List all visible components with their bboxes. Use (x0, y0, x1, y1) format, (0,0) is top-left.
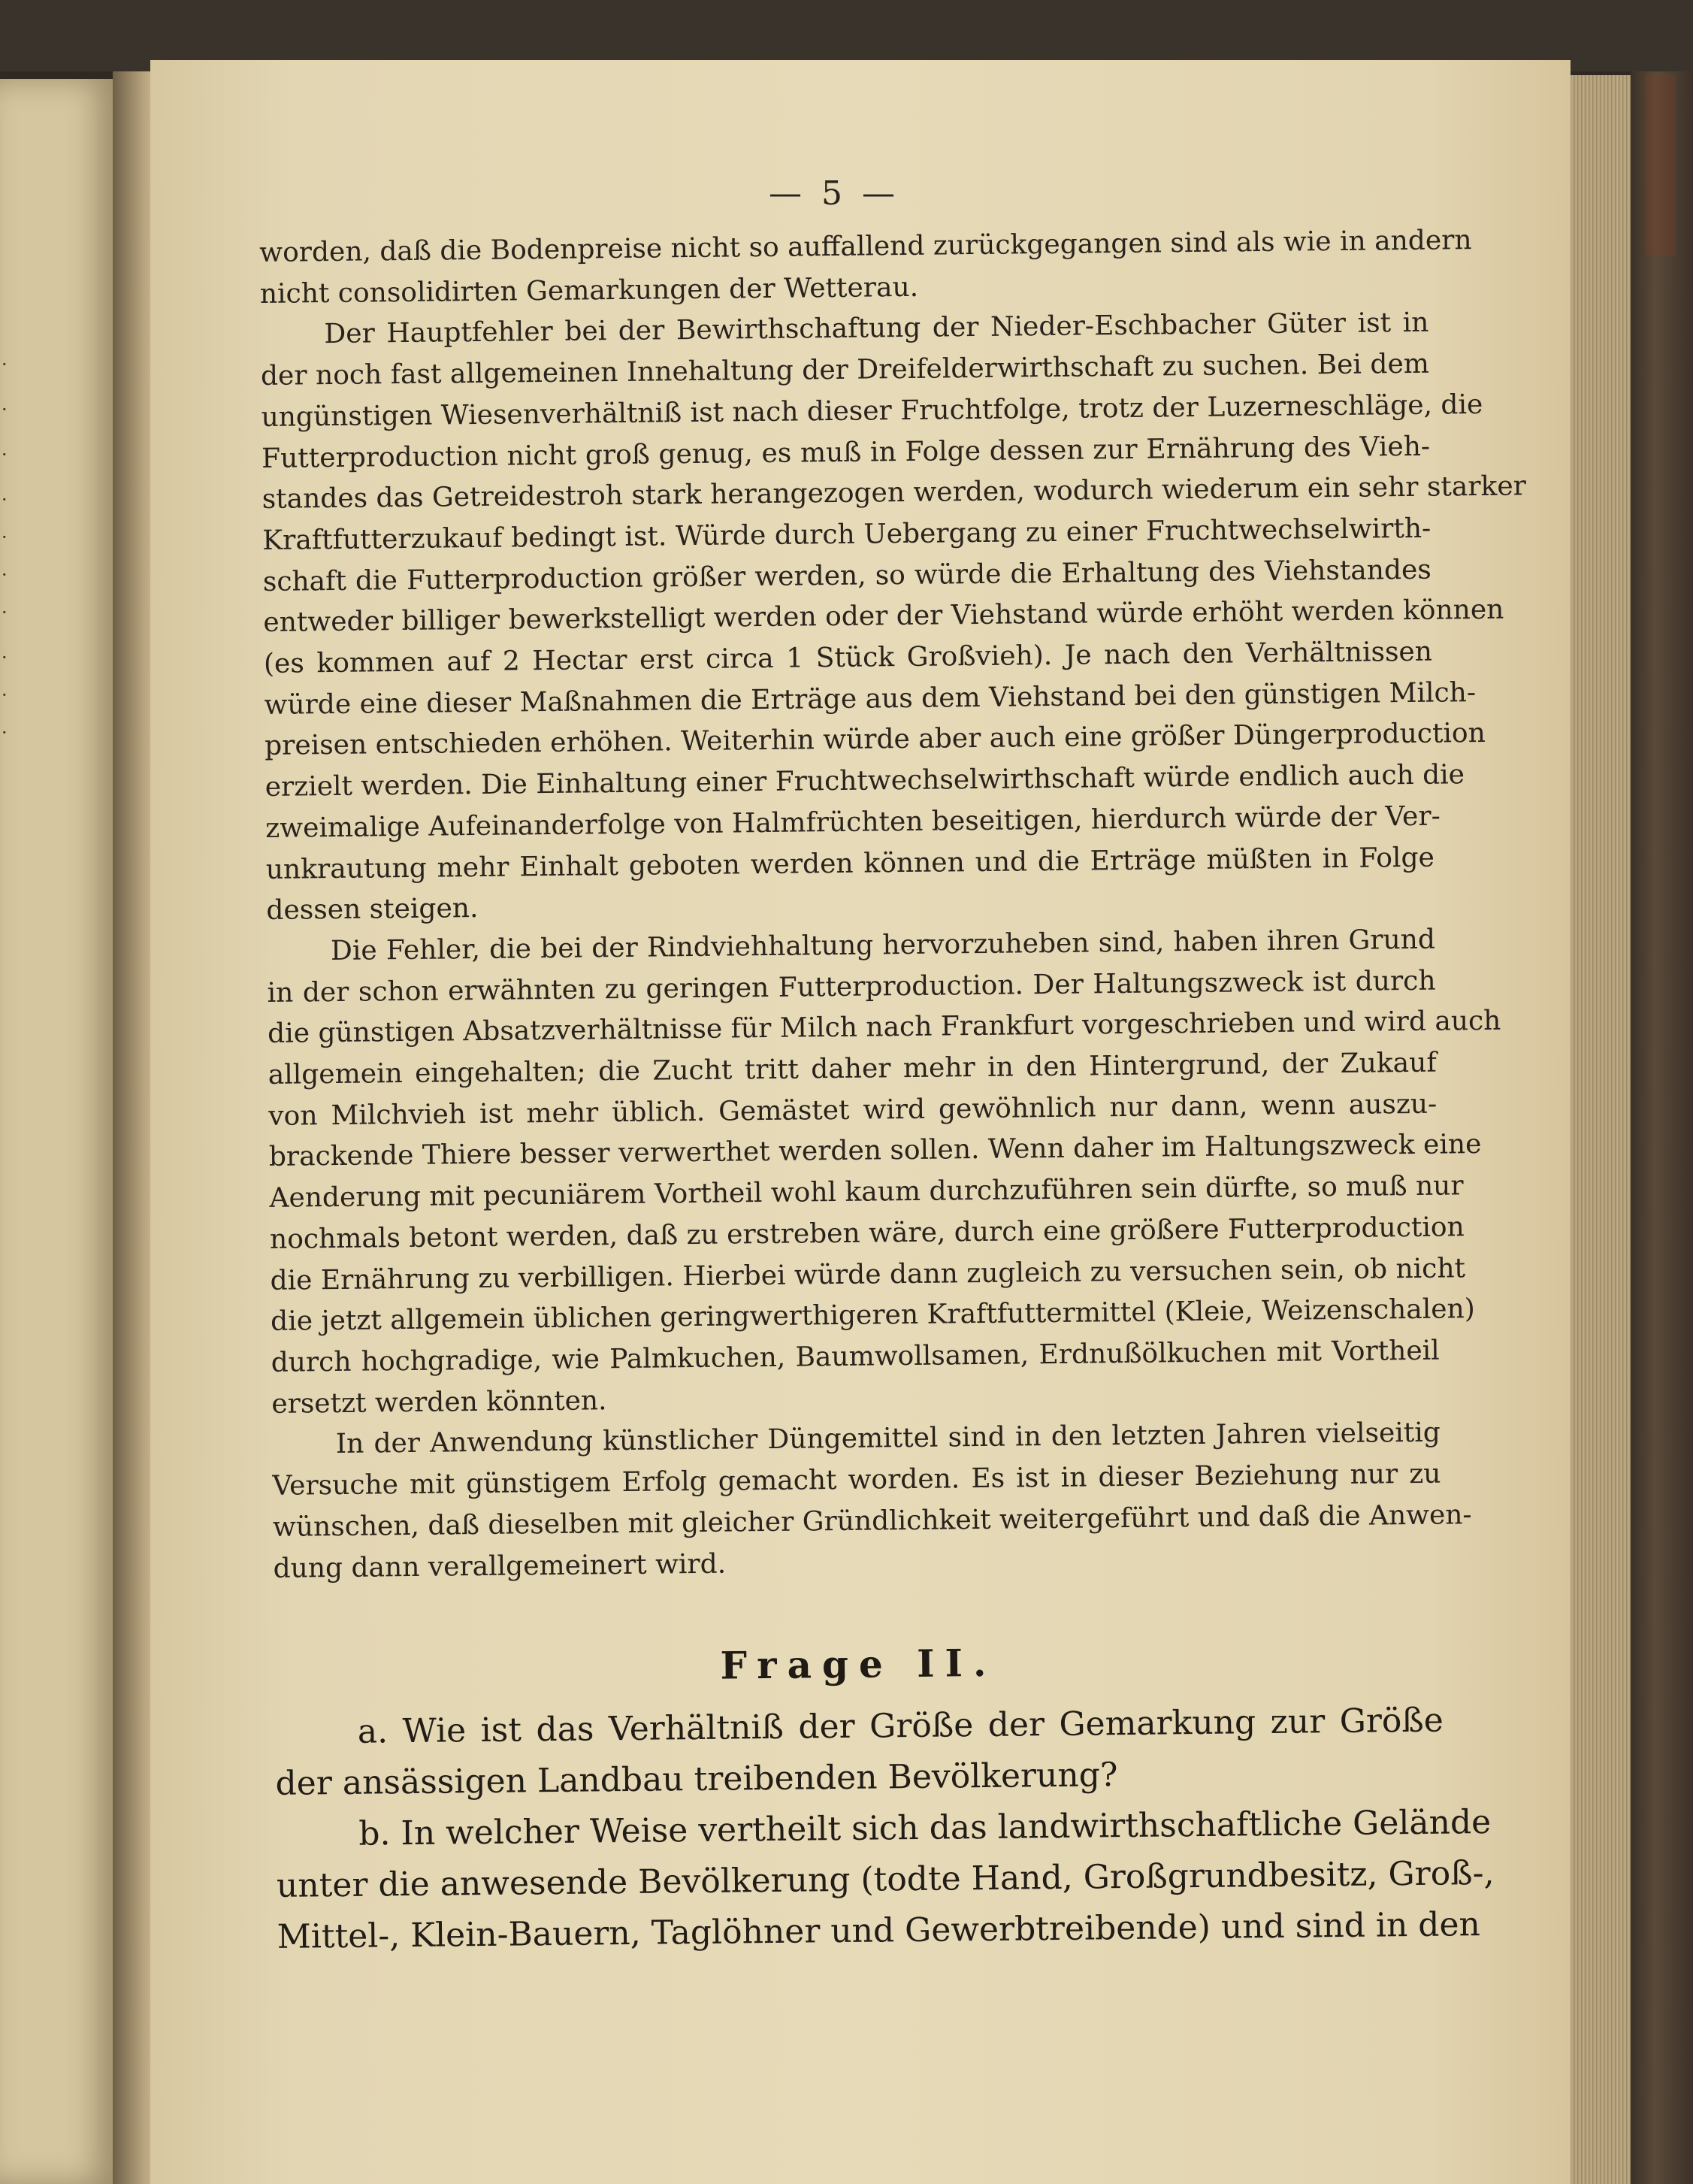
question-a (275, 1695, 1444, 1810)
left-page-glyph-fragment: · (2, 564, 8, 585)
text-line: Die Fehler, die bei der Rindviehhaltung hervorzuheben sind, haben ihren Grund (330, 924, 1436, 967)
text-line: zweimalige Aufeinanderfolge von Halmfrüchten beseitigen, hierdurch würde der Ver- (265, 800, 1441, 844)
text-line: nicht consolidirten Gemarkungen der Wetterau. (259, 271, 919, 310)
text-line: allgemein eingehalten; die Zucht tritt daher mehr in den Hintergrund, der Zukauf (268, 1047, 1437, 1090)
question-line: der ansässigen Landbau treibenden Bevölkerung? (275, 1756, 1118, 1804)
text-line: (es kommen auf 2 Hectar erst circa 1 Stück Großvieh). Je nach den Verhältnissen (263, 636, 1433, 679)
text-line: brackende Thiere besser verwerthet werden sollen. Wenn daher im Haltungszweck eine (268, 1129, 1482, 1173)
paragraph-3 (267, 920, 1501, 1426)
text-line: ungünstigen Wiesenverhältniß ist nach dieser Fruchtfolge, trotz der Luzerneschläge, die (261, 389, 1483, 433)
cover-mark (1646, 75, 1676, 256)
text-line: die jetzt allgemein üblichen geringwerthigeren Kraftfuttermittel (Kleie, Weizenschalen) (270, 1293, 1475, 1338)
text-line: die günstigen Absatzverhältnisse für Milch nach Frankfurt vorgeschrieben und wird auch (267, 1006, 1501, 1050)
book-cover-right (1631, 71, 1693, 2184)
text-line: Kraftfutterzukauf bedingt ist. Würde durch Uebergang zu einer Fruchtwechselwirth- (262, 513, 1431, 556)
left-page-glyph-fragment: · (2, 647, 8, 668)
paragraph-2 (260, 303, 1527, 932)
question-line: unter die anwesende Bevölkerung (todte Hand, Großgrundbesitz, Groß-, (276, 1854, 1495, 1906)
page-body (259, 221, 1527, 1963)
text-line: In der Anwendung künstlicher Düngemittel sind in den letzten Jahren vielseitig (335, 1417, 1441, 1460)
paragraph-1 (259, 221, 1472, 316)
text-line: Versuche mit günstigem Erfolg gemacht worden. Es ist in dieser Beziehung nur zu (272, 1458, 1441, 1502)
text-line: dessen steigen. (266, 893, 479, 927)
text-line: Aenderung mit pecuniärem Vortheil wohl kaum durchzuführen sein dürfte, so muß nur (269, 1170, 1464, 1215)
text-line: in der schon erwähnten zu geringen Futterproduction. Der Haltungszweck ist durch (267, 965, 1436, 1009)
left-page-text-fragments (0, 79, 15, 2184)
text-line: unkrautung mehr Einhalt geboten werden können und die Erträge müßten in Folge (265, 842, 1435, 885)
question-line: Mittel-, Klein-Bauern, Taglöhner und Gewerbtreibende) und sind in den (277, 1905, 1481, 1957)
text-line: nochmals betont werden, daß zu erstreben wäre, durch eine größere Futterproduction (269, 1211, 1465, 1255)
text-line: Der Hauptfehler bei der Bewirthschaftung der Nieder-Eschbacher Güter ist in (324, 307, 1429, 350)
text-line: wünschen, daß dieselben mit gleicher Gründlichkeit weitergeführt und daß die Anwen- (272, 1499, 1472, 1543)
left-page-glyph-fragment: · (2, 527, 8, 548)
left-page-glyph-fragment: · (2, 444, 8, 465)
left-page-glyph-fragment: · (2, 354, 8, 375)
text-line: schaft die Futterproduction größer werden, so würde die Erhaltung des Viehstandes (262, 554, 1431, 597)
text-line: durch hochgradige, wie Palmkuchen, Baumwollsamen, Erdnußölkuchen mit Vortheil (271, 1335, 1440, 1378)
question-line: b. In welcher Weise vertheilt sich das landwirthschaftliche Gelände (358, 1803, 1492, 1853)
text-line: die Ernährung zu verbilligen. Hierbei würde dann zugleich zu versuchen sein, ob nicht (270, 1252, 1466, 1296)
section-heading: Frage II. (720, 1641, 997, 1688)
text-line: entweder billiger bewerkstelligt werden oder der Viehstand würde erhöht werden können (263, 594, 1504, 639)
left-page-glyph-fragment: · (2, 685, 8, 706)
page-number: — 5 — (769, 174, 899, 213)
left-page-glyph-fragment: · (2, 602, 8, 623)
paragraph-4 (272, 1413, 1472, 1590)
question-line: a. Wie ist das Verhältniß der Größe der Gemarkung zur Größe (357, 1701, 1444, 1751)
left-page-glyph-fragment: · (2, 489, 8, 510)
text-line: von Milchvieh ist mehr üblich. Gemästet wird gewöhnlich nur dann, wenn auszu- (268, 1088, 1438, 1132)
text-line: erzielt werden. Die Einhaltung einer Fruchtwechselwirthschaft würde endlich auch die (265, 759, 1465, 803)
text-line: der noch fast allgemeinen Innehaltung der Dreifelderwirthschaft zu suchen. Bei dem (260, 348, 1430, 392)
text-line: würde eine dieser Maßnahmen die Erträge aus dem Viehstand bei den günstigen Milch- (264, 676, 1477, 721)
left-page-glyph-fragment: · (2, 399, 8, 420)
text-line: worden, daß die Bodenpreise nicht so auffallend zurückgegangen sind als wie in andern (259, 225, 1472, 268)
text-line: preisen entschieden erhöhen. Weiterhin würde aber auch eine größer Düngerproduction (264, 718, 1486, 762)
question-b (276, 1798, 1495, 1963)
text-line: ersetzt werden könnten. (271, 1384, 607, 1420)
text-line: Futterproduction nicht groß genug, es muß in Folge dessen zur Ernährung des Vieh- (261, 431, 1431, 474)
text-line: standes das Getreidestroh stark herangezogen werden, wodurch wiederum ein sehr starker (262, 470, 1527, 516)
text-line: dung dann verallgemeinert wird. (273, 1548, 727, 1584)
left-page-glyph-fragment: · (2, 722, 8, 743)
left-page-edge (0, 79, 113, 2184)
